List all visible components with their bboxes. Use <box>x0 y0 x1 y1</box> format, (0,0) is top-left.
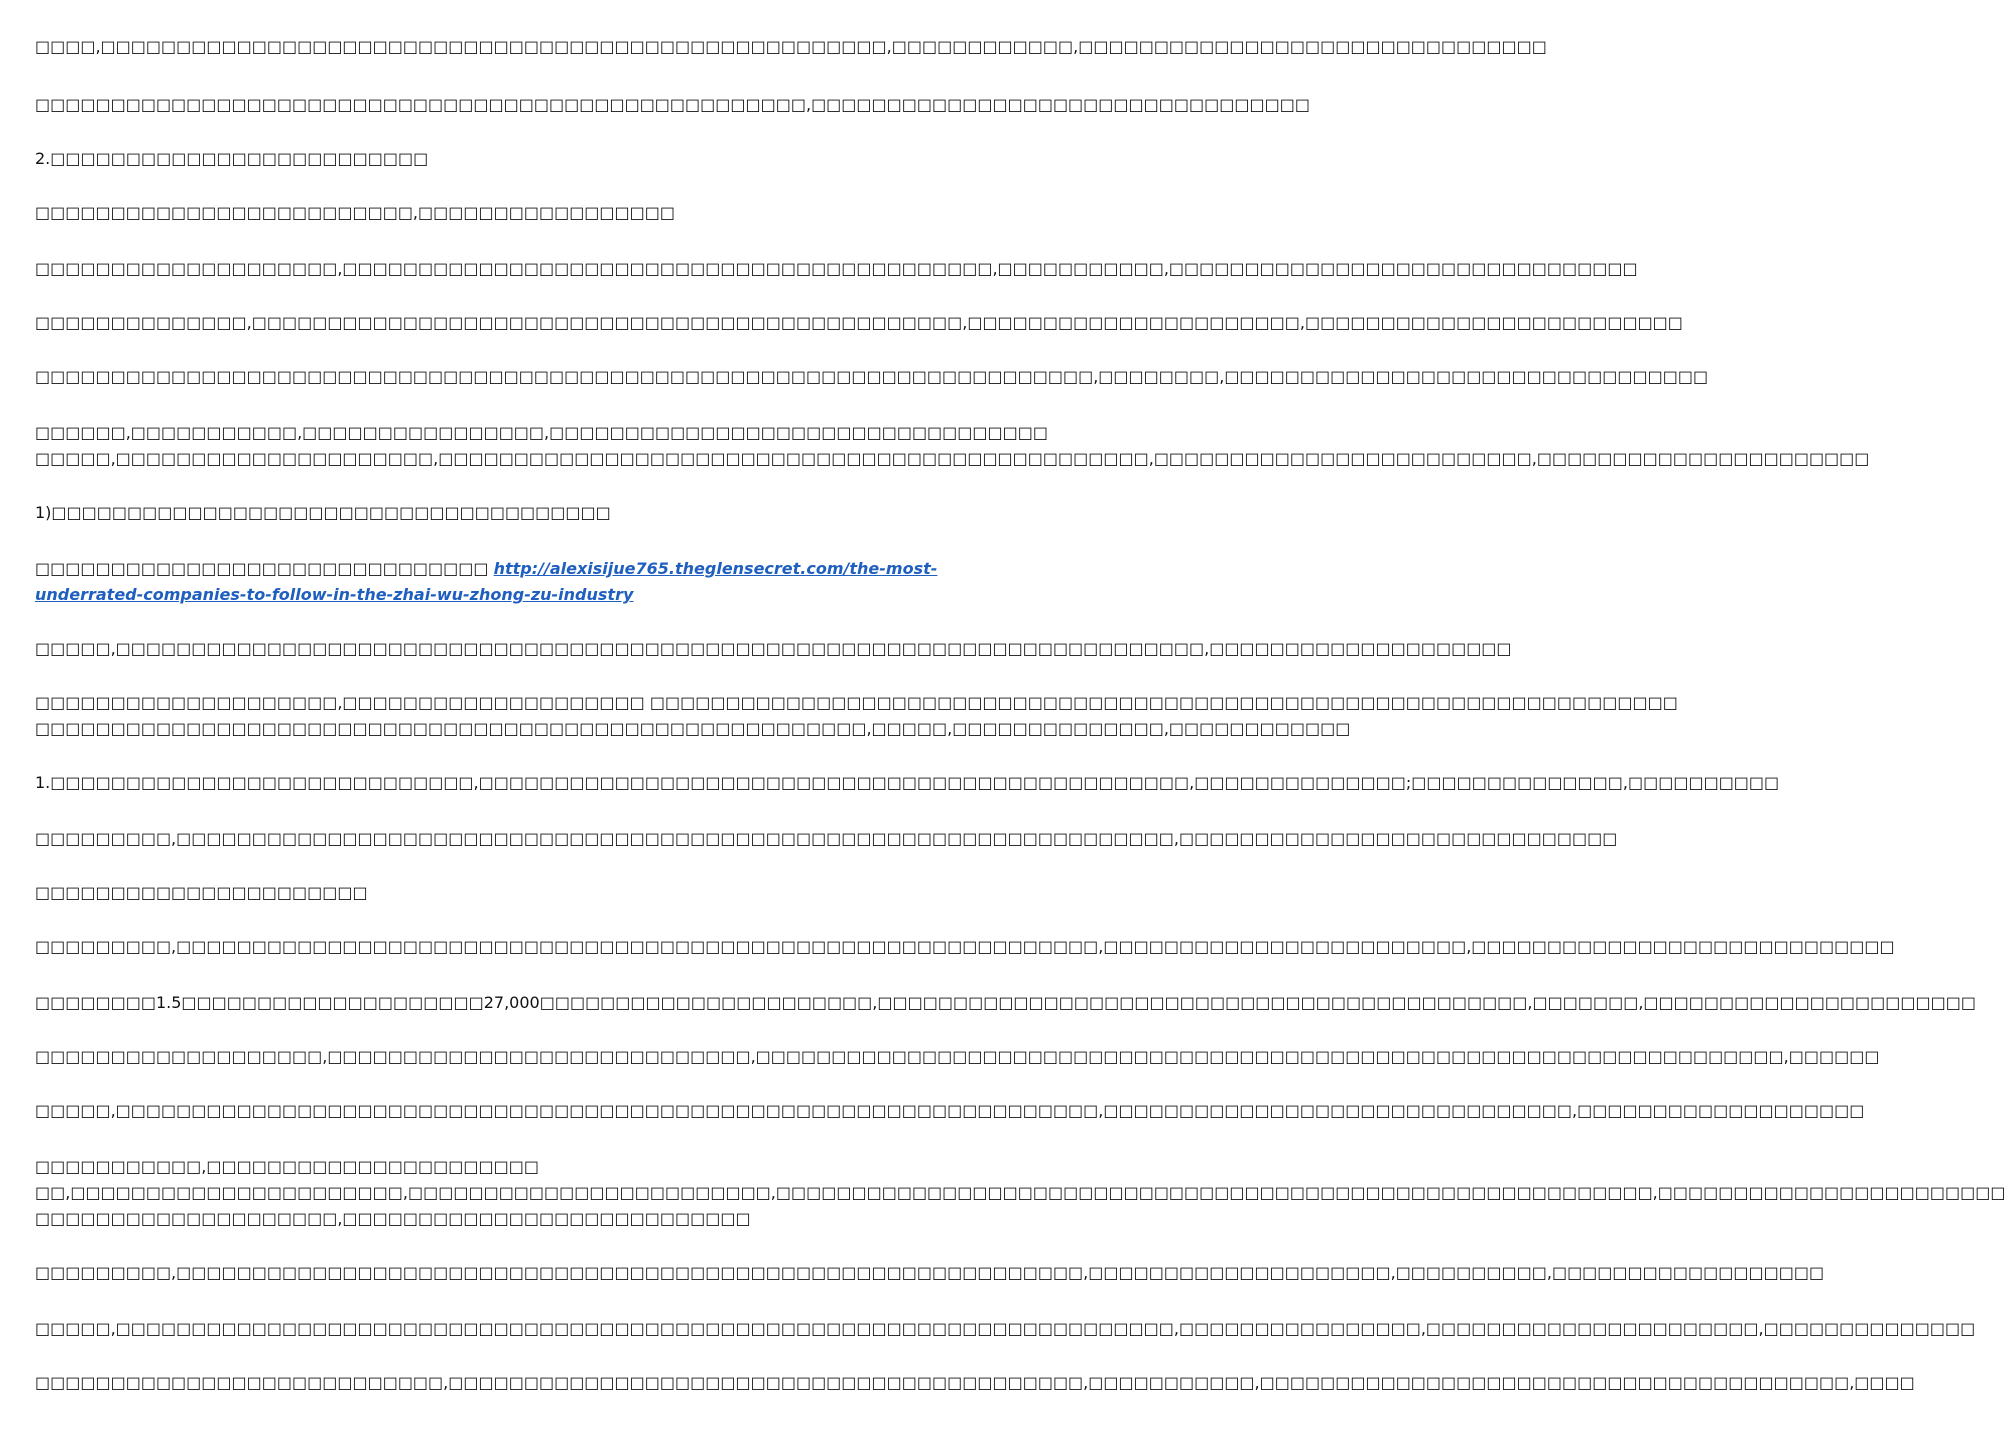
section-heading: 2.□□□□□□□□□□□□□□□□□□□□□□□□□ <box>35 149 429 168</box>
paragraph: □□,□□□□□□□□□□□□□□□□□□□□□□,□□□□□□□□□□□□□□□□□□□□□□□□,□□□□□□□□□□□□□□□□□□□□□□□□□□□□□□□□□□□□□□□□□□□□□□□□□□□□□□□□□□,□□□□□□□□□□□□□□□□□□□□□□□ <box>35 1183 2005 1202</box>
paragraph: □□□□□,□□□□□□□□□□□□□□□□□□□□□,□□□□□□□□□□□□□□□□□□□□□□□□□□□□□□□□□□□□□□□□□□□□□□□,□□□□□□□□□□□□□□□□□□□□□□□□□,□□□□□□□□□□□□□□□□□□□□□□ <box>35 449 1870 468</box>
paragraph: □□□□□□□□□□□□□□□□□□□□,□□□□□□□□□□□□□□□□□□□□□□□□□□□□□□□□□□□□□□□□□□□,□□□□□□□□□□□,□□□□□□□□□□□□□□□□□□□□□□□□□□□□□□□ <box>35 259 1638 278</box>
list-item: 1.□□□□□□□□□□□□□□□□□□□□□□□□□□□□,□□□□□□□□□□□□□□□□□□□□□□□□□□□□□□□□□□□□□□□□□□□□□□□,□□□□□□□□□□□□□□;□□□□□□□□□□□□□□,□□□□□□□□□□ <box>35 773 1780 792</box>
paragraph: □□□□□□□□□□□,□□□□□□□□□□□□□□□□□□□□□□ <box>35 1157 539 1176</box>
paragraph: □□□□□□□□□□□□□□□□□□□□,□□□□□□□□□□□□□□□□□□□□ □□□□□□□□□□□□□□□□□□□□□□□□□□□□□□□□□□□□□□□□□□□□□□□□□□□□□□□□□□□□□□□□□□□□ <box>35 693 1678 712</box>
paragraph: □□□□□□□□□□□□□□□□□□□□□□□□□□□□□□□□□□□□□□□□□□□□□□□□□□□□□□□,□□□□□,□□□□□□□□□□□□□□,□□□□□□□□□□□□ <box>35 719 1351 738</box>
paragraph: □□□□□,□□□□□□□□□□□□□□□□□□□□□□□□□□□□□□□□□□□□□□□□□□□□□□□□□□□□□□□□□□□□□□□□□□□□□□□□,□□□□□□□□□□□□□□□□□□□□ <box>35 639 1512 658</box>
paragraph: □□□□□□□□□□□□□□,□□□□□□□□□□□□□□□□□□□□□□□□□□□□□□□□□□□□□□□□□□□□□□□,□□□□□□□□□□□□□□□□□□□□□□,□□□□□□□□□□□□□□□□□□□□□□□□□ <box>35 313 1683 332</box>
paragraph: □□□□□□□□□□□□□□□□□□□□□□□□□,□□□□□□□□□□□□□□□□□ <box>35 203 676 222</box>
paragraph: □□□□□□□□□,□□□□□□□□□□□□□□□□□□□□□□□□□□□□□□□□□□□□□□□□□□□□□□□□□□□□□□□□□□□□□□□□□□,□□□□□□□□□□□□□□□□□□□□□□□□□□□□□ <box>35 829 1618 848</box>
paragraph: □□□□□□□□1.5□□□□□□□□□□□□□□□□□□□□27,000□□□□□□□□□□□□□□□□□□□□□□,□□□□□□□□□□□□□□□□□□□□□□□□□□□□□□□□□□□□□□□□□□□,□□□□□□□,□□□□□□□□□□□□□□□□□□□□□□ <box>35 993 1976 1012</box>
paragraph: □□□□□□□□□□□□□□□□□□□,□□□□□□□□□□□□□□□□□□□□□□□□□□□□,□□□□□□□□□□□□□□□□□□□□□□□□□□□□□□□□□□□□□□□□□□□□□□□□□□□□□□□□□□□□□□□□□□□□,□□□□□□ <box>35 1047 1880 1066</box>
article-link[interactable]: http://alexisijue765.theglensecret.com/the-most-underrated-companies-to-follow-in-the-zhai-wu-zhong-zu-industry <box>35 559 938 604</box>
paragraph-text: □□□□□□□□□□□□□□□□□□□□□□□□□□□□□□ <box>35 559 494 578</box>
section-heading: □□□□□□□□□□□□□□□□□□□□□□ <box>35 883 368 902</box>
paragraph: □□□□□□□□□,□□□□□□□□□□□□□□□□□□□□□□□□□□□□□□□□□□□□□□□□□□□□□□□□□□□□□□□□□□□□□,□□□□□□□□□□□□□□□□□□□□□□□□,□□□□□□□□□□□□□□□□□□□□□□□□□□□□ <box>35 937 1895 956</box>
paragraph: □□□□□,□□□□□□□□□□□□□□□□□□□□□□□□□□□□□□□□□□□□□□□□□□□□□□□□□□□□□□□□□□□□□□□□□□□□□□,□□□□□□□□□□□□□□□□,□□□□□□□□□□□□□□□□□□□□□□,□□□□□□□□□□□□□□ <box>35 1319 1976 1338</box>
paragraph: □□□□□□□□□□□□□□□□□□□□□□□□□□□□□□□□□□□□□□□□□□□□□□□□□□□,□□□□□□□□□□□□□□□□□□□□□□□□□□□□□□□□□ <box>35 95 1310 114</box>
paragraph: □□□□□□□□□,□□□□□□□□□□□□□□□□□□□□□□□□□□□□□□□□□□□□□□□□□□□□□□□□□□□□□□□□□□□□,□□□□□□□□□□□□□□□□□□□□,□□□□□□□□□□,□□□□□□□□□□□□□□□□□□ <box>35 1263 1825 1282</box>
paragraph: □□□□□□□□□□□□□□□□□□□□□□□□□□□□□□□□□□□□□□□□□□□□□□□□□□□□□□□□□□□□□□□□□□□□□□,□□□□□□□□,□□□□□□□□□□□□□□□□□□□□□□□□□□□□□□□□ <box>35 367 1709 386</box>
paragraph-with-link <box>35 556 990 608</box>
paragraph: □□□□□,□□□□□□□□□□□□□□□□□□□□□□□□□□□□□□□□□□□□□□□□□□□□□□□□□□□□□□□□□□□□□□□□□,□□□□□□□□□□□□□□□□□□□□□□□□□□□□□□□,□□□□□□□□□□□□□□□□□□□ <box>35 1101 1865 1120</box>
paragraph: □□□□□□□□□□□□□□□□□□□□,□□□□□□□□□□□□□□□□□□□□□□□□□□□ <box>35 1209 751 1228</box>
paragraph: □□□□□□□□□□□□□□□□□□□□□□□□□□□,□□□□□□□□□□□□□□□□□□□□□□□□□□□□□□□□□□□□□□□□□□,□□□□□□□□□□□,□□□□□□□□□□□□□□□□□□□□□□□□□□□□□□□□□□□□□□□,□□□□ <box>35 1373 1915 1392</box>
paragraph: □□□□□□,□□□□□□□□□□□,□□□□□□□□□□□□□□□□,□□□□□□□□□□□□□□□□□□□□□□□□□□□□□□□□□ <box>35 423 1048 442</box>
paragraph: □□□□,□□□□□□□□□□□□□□□□□□□□□□□□□□□□□□□□□□□□□□□□□□□□□□□□□□□□,□□□□□□□□□□□□,□□□□□□□□□□□□□□□□□□□□□□□□□□□□□□□ <box>35 37 1547 56</box>
list-item: 1)□□□□□□□□□□□□□□□□□□□□□□□□□□□□□□□□□□□□□ <box>35 503 611 522</box>
